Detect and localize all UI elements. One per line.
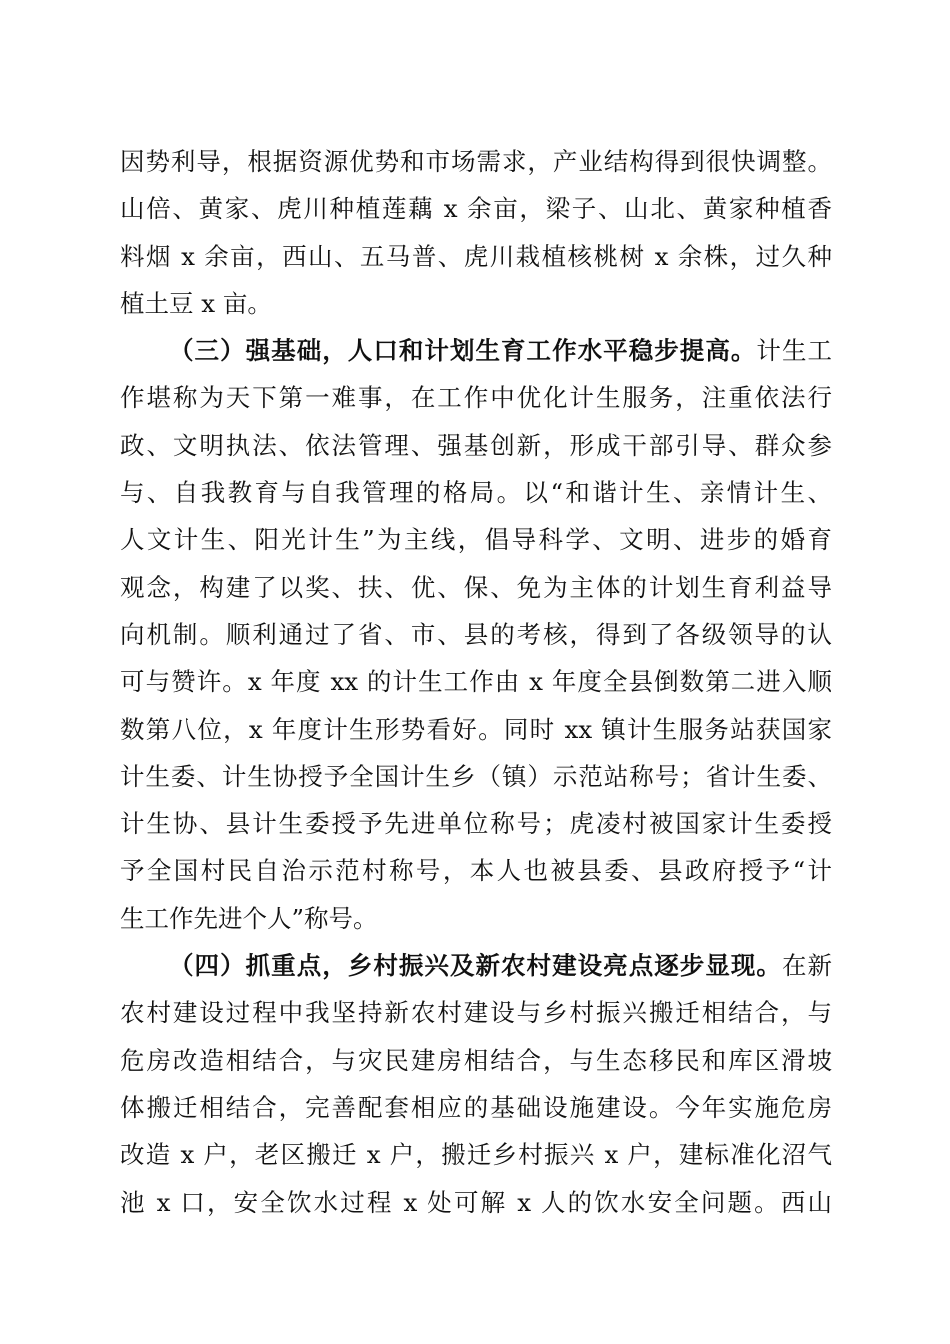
text-line: 农村建设过程中我坚持新农村建设与乡村振兴搬迁相结合，与 — [120, 998, 832, 1028]
text-line: 数第八位，x 年度计生形势看好。同时 xx 镇计生服务站获国家 — [120, 714, 832, 744]
text-line: 生工作先进个人”称号。 — [120, 903, 378, 933]
document-page — [120, 138, 832, 1226]
text-line: 危房改造相结合，与灾民建房相结合，与生态移民和库区滑坡 — [120, 1045, 832, 1075]
text-line: 与、自我教育与自我管理的格局。以“和谐计生、亲情计生、 — [120, 478, 832, 508]
text-line: 池 x 口，安全饮水过程 x 处可解 x 人的饮水安全问题。西山 — [120, 1187, 832, 1217]
text-fragment: 计生工 — [756, 336, 832, 366]
text-line: 改造 x 户，老区搬迁 x 户，搬迁乡村振兴 x 户，建标准化沼气 — [120, 1140, 832, 1170]
text-fragment: 在新 — [781, 951, 832, 981]
section-heading-3: （三）强基础，人口和计划生育工作水平稳步提高。 — [169, 336, 757, 366]
text-line: 作堪称为天下第一难事，在工作中优化计生服务，注重依法行 — [120, 383, 832, 413]
text-line: 予全国村民自治示范村称号，本人也被县委、县政府授予“计 — [120, 856, 832, 886]
text-line: 政、文明执法、依法管理、强基创新，形成干部引导、群众参 — [120, 430, 832, 460]
paragraph-family-planning — [120, 327, 832, 942]
paragraph-first-line — [120, 942, 832, 989]
paragraph-first-line — [120, 327, 832, 374]
paragraph-industry — [120, 138, 832, 327]
text-line: 体搬迁相结合，完善配套相应的基础设施建设。今年实施危房 — [120, 1092, 832, 1122]
text-line: 山倍、黄家、虎川种植莲藕 x 余亩，梁子、山北、黄家种植香 — [120, 194, 832, 224]
text-line: 料烟 x 余亩，西山、五马普、虎川栽植核桃树 x 余株，过久种 — [120, 241, 832, 271]
section-heading-4: （四）抓重点，乡村振兴及新农村建设亮点逐步显现。 — [169, 951, 782, 981]
text-line: 向机制。顺利通过了省、市、县的考核，得到了各级领导的认 — [120, 619, 832, 649]
text-line: 观念，构建了以奖、扶、优、保、免为主体的计划生育利益导 — [120, 572, 832, 602]
text-line: 人文计生、阳光计生”为主线，倡导科学、文明、进步的婚育 — [120, 525, 832, 555]
text-line: 可与赞许。x 年度 xx 的计生工作由 x 年度全县倒数第二进入顺 — [120, 667, 832, 697]
text-line: 计生委、计生协授予全国计生乡（镇）示范站称号；省计生委、 — [120, 761, 832, 791]
text-line: 因势利导，根据资源优势和市场需求，产业结构得到很快调整。 — [120, 147, 832, 176]
paragraph-rural-revitalization — [120, 942, 832, 1226]
text-line: 计生协、县计生委授予先进单位称号；虎凌村被国家计生委授 — [120, 809, 832, 839]
text-line: 植土豆 x 亩。 — [120, 288, 272, 318]
